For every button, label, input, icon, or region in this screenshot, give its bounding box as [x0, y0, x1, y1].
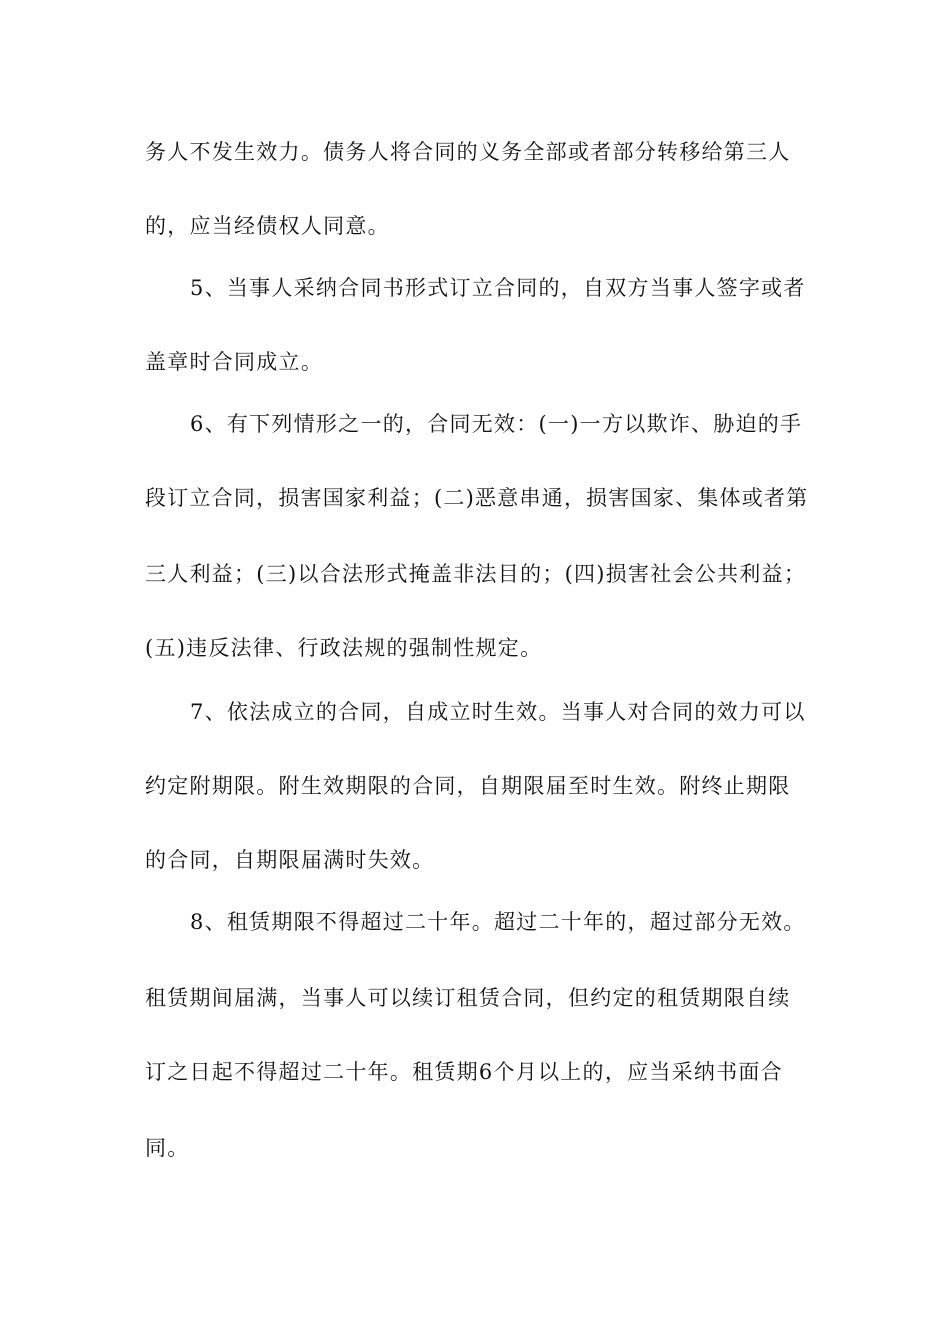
text-line-15: 同。 [145, 1136, 190, 1160]
text-line-2: 的，应当经债权人同意。 [145, 214, 390, 238]
text-line-9: 7、依法成立的合同，自成立时生效。当事人对合同的效力可以 [190, 700, 806, 724]
text-line-7: 三人利益；(三)以合法形式掩盖非法目的；(四)损害社会公共利益； [145, 562, 807, 586]
text-line-14: 订之日起不得超过二十年。租赁期6个月以上的，应当采纳书面合 [145, 1060, 783, 1084]
text-line-10: 约定附期限。附生效期限的合同，自期限届至时生效。附终止期限 [145, 774, 791, 798]
text-line-3: 5、当事人采纳合同书形式订立合同的，自双方当事人签字或者 [190, 276, 806, 300]
text-line-12: 8、租赁期限不得超过二十年。超过二十年的，超过部分无效。 [190, 910, 806, 934]
text-line-5: 6、有下列情形之一的，合同无效：(一)一方以欺诈、胁迫的手 [190, 412, 803, 436]
text-line-1: 务人不发生效力。债务人将合同的义务全部或者部分转移给第三人 [145, 140, 791, 164]
text-line-11: 的合同，自期限届满时失效。 [145, 848, 435, 872]
text-line-6: 段订立合同，损害国家利益；(二)恶意串通，损害国家、集体或者第 [145, 486, 809, 510]
text-line-4: 盖章时合同成立。 [145, 350, 324, 374]
text-line-13: 租赁期间届满，当事人可以续订租赁合同，但约定的租赁期限自续 [145, 986, 791, 1010]
text-line-8: (五)违反法律、行政法规的强制性规定。 [145, 636, 543, 660]
